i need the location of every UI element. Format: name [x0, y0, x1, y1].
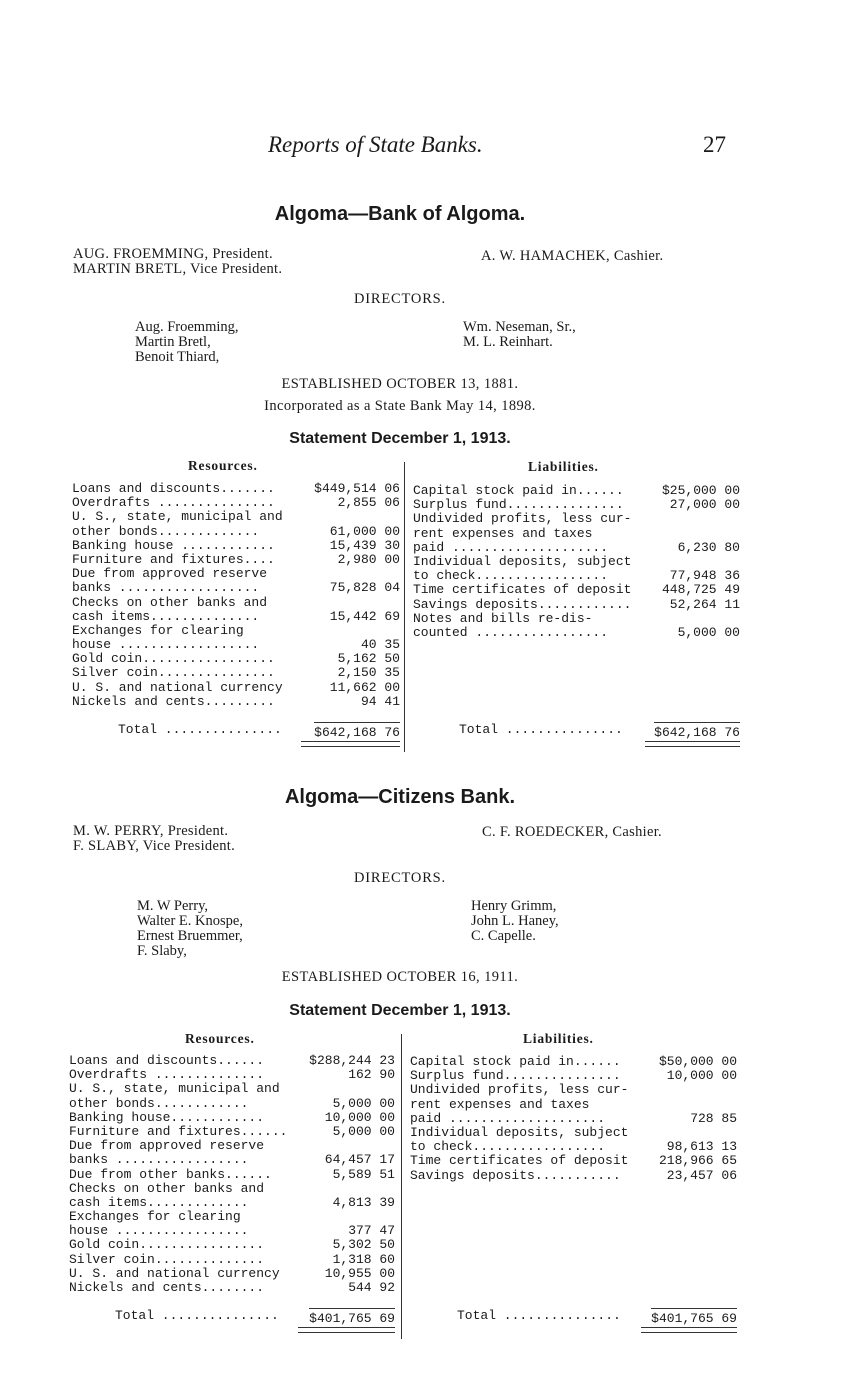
ledger-row: [72, 652, 400, 666]
ledger-row: [410, 1140, 737, 1154]
item-amount: 15,439 30: [329, 537, 400, 553]
item-amount: 27,000 00: [669, 497, 740, 513]
ledger-row: [413, 541, 740, 555]
director-name: Walter E. Knospe,: [137, 913, 243, 929]
item-label: Due from other banks......: [69, 1166, 272, 1182]
ledger-row: [72, 596, 400, 610]
item-amount: 75,828 04: [329, 580, 400, 596]
directors-heading: DIRECTORS.: [354, 870, 446, 886]
column-divider: [401, 1034, 402, 1339]
item-label: Loans and discounts.......: [72, 481, 275, 496]
item-label: Overdrafts ..............: [69, 1067, 265, 1083]
item-label: Notes and bills re-dis-: [413, 610, 593, 626]
incorporated-line: Incorporated as a State Bank May 14, 1898.: [264, 398, 536, 414]
item-amount: 23,457 06: [666, 1167, 737, 1183]
ledger-row: [69, 1139, 395, 1153]
item-amount: 4,813 39: [332, 1194, 395, 1210]
item-label: paid ....................: [413, 539, 609, 555]
ledger-row: [413, 512, 740, 526]
item-amount: 5,000 00: [332, 1123, 395, 1139]
ledger-row: [69, 1097, 395, 1111]
item-label: Checks on other banks and: [72, 594, 268, 610]
resources-heading: Resources.: [185, 1031, 255, 1046]
item-amount: 10,000 00: [324, 1109, 395, 1125]
ledger-row: [69, 1253, 395, 1267]
item-amount: 5,589 51: [332, 1166, 395, 1182]
directors-right: [471, 899, 559, 944]
item-amount: 2,980 00: [337, 551, 400, 567]
statement-title: Statement December 1, 1913.: [289, 1002, 511, 1019]
item-label: to check.................: [413, 568, 609, 584]
item-amount: 448,725 49: [661, 582, 740, 598]
ledger-row: [69, 1238, 395, 1252]
ledger-row: [413, 569, 740, 583]
item-label: Capital stock paid in......: [410, 1054, 621, 1069]
item-label: Time certificates of deposit: [413, 582, 632, 598]
item-label: U. S., state, municipal and: [69, 1081, 280, 1097]
item-label: U. S. and national currency: [69, 1265, 280, 1281]
ledger-row: [410, 1055, 737, 1069]
item-label: paid ....................: [410, 1110, 606, 1126]
ledger-row: [69, 1267, 395, 1281]
item-label: Furniture and fixtures......: [69, 1123, 288, 1139]
item-label: rent expenses and taxes: [413, 525, 593, 541]
total-label: Total ...............: [459, 722, 623, 737]
ledger-row: [69, 1196, 395, 1210]
director-name: F. Slaby,: [137, 943, 187, 959]
item-label: counted .................: [413, 624, 609, 640]
running-title: Reports of State Banks.: [268, 132, 483, 157]
director-name: C. Capelle.: [471, 928, 536, 944]
item-amount: 94 41: [360, 693, 400, 709]
item-amount: 162 90: [348, 1067, 395, 1083]
director-name: John L. Haney,: [471, 913, 559, 929]
established-line: ESTABLISHED OCTOBER 16, 1911.: [281, 969, 519, 985]
ledger-row: [69, 1210, 395, 1224]
column-divider: [404, 462, 405, 752]
ledger-row: [69, 1153, 395, 1167]
item-amount: 11,662 00: [329, 679, 400, 695]
liabilities-table: [410, 1055, 737, 1183]
item-amount: 6,230 80: [677, 539, 740, 555]
item-label: house ..................: [72, 637, 260, 653]
item-amount: $50,000 00: [658, 1054, 737, 1069]
item-label: other bonds.............: [72, 523, 260, 539]
resources-total: [118, 722, 400, 738]
item-label: Overdrafts ...............: [72, 495, 275, 511]
total-label: Total ...............: [118, 722, 282, 737]
item-amount: 40 35: [360, 637, 400, 653]
ledger-row: [69, 1168, 395, 1182]
item-label: banks ..................: [72, 580, 260, 596]
double-underline: [301, 741, 400, 747]
item-label: Due from approved reserve: [72, 566, 268, 582]
item-label: Surplus fund...............: [413, 497, 624, 513]
item-label: to check.................: [410, 1139, 606, 1155]
director-name: Ernest Bruemmer,: [137, 928, 243, 944]
total-amount: $642,168 76: [654, 722, 740, 740]
item-label: Savings deposits...........: [410, 1167, 621, 1183]
ledger-row: [72, 553, 400, 567]
ledger-row: [69, 1111, 395, 1125]
item-amount: 5,000 00: [677, 624, 740, 640]
cashier: A. W. HAMACHEK, Cashier.: [481, 248, 664, 264]
item-label: cash items.............: [69, 1194, 249, 1210]
item-label: Surplus fund...............: [410, 1068, 621, 1084]
item-label: Undivided profits, less cur-: [413, 511, 632, 527]
item-label: Exchanges for clearing: [72, 622, 244, 638]
item-label: Nickels and cents.........: [72, 693, 275, 709]
item-amount: 2,855 06: [337, 495, 400, 511]
vice-president: MARTIN BRETL, Vice President.: [73, 261, 283, 277]
ledger-row: [72, 666, 400, 680]
ledger-row: [72, 610, 400, 624]
item-label: Banking house............: [69, 1109, 265, 1125]
item-label: Nickels and cents........: [69, 1280, 265, 1295]
item-label: Individual deposits, subject: [413, 553, 632, 569]
item-label: Individual deposits, subject: [410, 1124, 629, 1140]
double-underline: [645, 741, 740, 747]
ledger-row: [413, 598, 740, 612]
item-label: cash items..............: [72, 608, 260, 624]
page-number: 27: [703, 132, 726, 157]
item-amount: 10,000 00: [666, 1068, 737, 1084]
liabilities-total: [457, 1308, 737, 1324]
item-label: Gold coin................: [69, 1237, 265, 1253]
total-amount: $401,765 69: [651, 1308, 737, 1326]
bank-title: Algoma—Citizens Bank.: [284, 786, 516, 808]
double-underline: [298, 1327, 395, 1333]
ledger-row: [413, 612, 740, 626]
director-name: M. L. Reinhart.: [463, 334, 553, 350]
ledger-row: [410, 1083, 737, 1097]
item-label: Due from approved reserve: [69, 1138, 265, 1154]
item-amount: 52,264 11: [669, 596, 740, 612]
item-amount: 5,162 50: [337, 651, 400, 667]
total-amount: $642,168 76: [314, 722, 400, 740]
ledger-row: [69, 1182, 395, 1196]
ledger-row: [72, 539, 400, 553]
item-amount: 218,966 65: [658, 1153, 737, 1169]
director-name: M. W Perry,: [137, 898, 209, 914]
director-name: Martin Bretl,: [135, 334, 211, 350]
ledger-row: [72, 510, 400, 524]
ledger-row: [69, 1224, 395, 1238]
item-label: Savings deposits............: [413, 596, 632, 612]
ledger-row: [72, 496, 400, 510]
ledger-row: [72, 525, 400, 539]
ledger-row: [410, 1154, 737, 1168]
resources-table: [72, 482, 400, 709]
item-label: Gold coin.................: [72, 651, 275, 667]
ledger-row: [410, 1069, 737, 1083]
resources-heading: Resources.: [188, 458, 258, 473]
ledger-row: [413, 583, 740, 597]
resources-total: [115, 1308, 395, 1324]
director-name: Wm. Neseman, Sr.,: [463, 319, 576, 335]
liabilities-heading: Liabilities.: [528, 459, 599, 474]
item-amount: 77,948 36: [669, 568, 740, 584]
item-amount: 64,457 17: [324, 1152, 395, 1168]
ledger-row: [72, 695, 400, 709]
ledger-row: [413, 626, 740, 640]
ledger-row: [413, 484, 740, 498]
item-label: Checks on other banks and: [69, 1180, 265, 1196]
ledger-row: [69, 1054, 395, 1068]
president: AUG. FROEMMING, President.: [73, 246, 273, 262]
ledger-row: [410, 1126, 737, 1140]
item-label: U. S. and national currency: [72, 679, 283, 695]
total-label: Total ...............: [115, 1308, 279, 1323]
president: M. W. PERRY, President.: [73, 823, 229, 839]
total-label: Total ...............: [457, 1308, 621, 1323]
item-label: U. S., state, municipal and: [72, 509, 283, 525]
item-amount: 5,302 50: [332, 1237, 395, 1253]
ledger-row: [410, 1169, 737, 1183]
item-amount: 544 92: [348, 1280, 395, 1295]
item-label: rent expenses and taxes: [410, 1096, 590, 1112]
ledger-row: [69, 1082, 395, 1096]
item-amount: 2,150 35: [337, 665, 400, 681]
liabilities-heading: Liabilities.: [523, 1031, 594, 1046]
ledger-row: [69, 1125, 395, 1139]
ledger-row: [413, 498, 740, 512]
ledger-row: [69, 1068, 395, 1082]
item-label: Time certificates of deposit: [410, 1153, 629, 1169]
item-amount: 5,000 00: [332, 1095, 395, 1111]
directors-right: [463, 320, 576, 350]
ledger-row: [72, 624, 400, 638]
ledger-row: [410, 1112, 737, 1126]
item-amount: 1,318 60: [332, 1251, 395, 1267]
item-amount: 15,442 69: [329, 608, 400, 624]
directors-left: [135, 320, 239, 365]
directors-heading: DIRECTORS.: [354, 291, 446, 307]
item-label: Undivided profits, less cur-: [410, 1082, 629, 1098]
ledger-row: [72, 482, 400, 496]
item-label: Furniture and fixtures....: [72, 551, 275, 567]
item-label: house .................: [69, 1223, 249, 1239]
item-amount: 98,613 13: [666, 1139, 737, 1155]
vice-president: F. SLABY, Vice President.: [73, 838, 236, 854]
item-label: Loans and discounts......: [69, 1053, 265, 1068]
double-underline: [641, 1327, 737, 1333]
item-amount: $449,514 06: [314, 481, 400, 496]
ledger-row: [72, 567, 400, 581]
established-line: ESTABLISHED OCTOBER 13, 1881.: [281, 376, 519, 392]
total-amount: $401,765 69: [309, 1308, 395, 1326]
director-name: Benoit Thiard,: [135, 349, 220, 365]
statement-title: Statement December 1, 1913.: [289, 430, 511, 447]
item-amount: $25,000 00: [661, 483, 740, 498]
cashier: C. F. ROEDECKER, Cashier.: [482, 824, 662, 840]
liabilities-table: [413, 484, 740, 640]
ledger-row: [413, 555, 740, 569]
item-amount: 377 47: [348, 1223, 395, 1239]
resources-table: [69, 1054, 395, 1295]
page-header: [0, 132, 867, 162]
directors-left: [137, 899, 243, 959]
item-label: Silver coin..............: [69, 1251, 265, 1267]
item-label: other bonds............: [69, 1095, 249, 1111]
item-amount: $288,244 23: [309, 1053, 395, 1068]
item-label: Capital stock paid in......: [413, 483, 624, 498]
ledger-row: [413, 527, 740, 541]
ledger-row: [72, 681, 400, 695]
item-label: Exchanges for clearing: [69, 1209, 241, 1225]
ledger-row: [69, 1281, 395, 1295]
ledger-row: [410, 1098, 737, 1112]
item-label: banks .................: [69, 1152, 249, 1168]
ledger-row: [72, 581, 400, 595]
ledger-row: [72, 638, 400, 652]
item-label: Silver coin...............: [72, 665, 275, 681]
item-amount: 61,000 00: [329, 523, 400, 539]
item-label: Banking house ............: [72, 537, 275, 553]
bank-title: Algoma—Bank of Algoma.: [274, 203, 526, 225]
director-name: Aug. Froemming,: [135, 319, 239, 335]
liabilities-total: [459, 722, 740, 738]
item-amount: 10,955 00: [324, 1265, 395, 1281]
director-name: Henry Grimm,: [471, 898, 557, 914]
item-amount: 728 85: [690, 1110, 737, 1126]
